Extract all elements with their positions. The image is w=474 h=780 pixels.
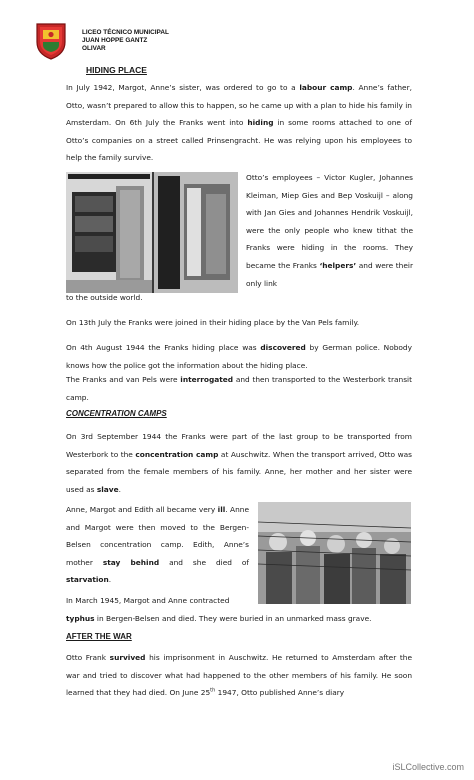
bold-term: ill	[217, 505, 226, 514]
section-heading-after-the-war: AFTER THE WAR	[66, 632, 132, 641]
bold-term: survived	[109, 653, 146, 662]
text-span: . Anne’s father, Otto, wasn’t prepared to allow this to happen, so he came up with a plan to hide his family in Amsterdam. On 6th July the Franks went into	[66, 83, 412, 128]
superscript: th	[210, 687, 216, 694]
text-span: In July 1942, Margot, Anne’s sister, was ordered to go to a	[66, 83, 300, 92]
text-span: On 3rd September 1944 the Franks were part of the last group to be transported from Westerbork to the	[66, 432, 412, 459]
text-span: to the outside world.	[66, 293, 143, 302]
text-span: and she died of	[159, 557, 249, 567]
paragraph-auschwitz	[66, 428, 412, 498]
text-span: Otto’s employees – Victor Kugler, Johannes Kleiman, Miep Gies and Bep Voskuijl – along with Jan Gies and Johannes Hendrik Voskuijl, were the only people who knew tithat the Franks were hiding in the rooms. They became the Franks	[246, 173, 413, 270]
bold-term: stay behind	[102, 557, 160, 567]
text-span: by German police. Nobody knows how the police got the information about the hiding place.	[66, 343, 412, 370]
paragraph-typhus	[66, 610, 412, 628]
text-span: .	[118, 484, 121, 494]
school-name	[82, 29, 169, 54]
paragraph-bergen-belsen	[66, 501, 249, 589]
bold-term: interrogated	[180, 375, 234, 384]
school-name-line: OLIVAR	[82, 45, 106, 53]
section-heading-concentration-camps: CONCENTRATION CAMPS	[66, 409, 167, 418]
paragraph-july-1942	[66, 79, 412, 167]
bold-term: starvation	[66, 575, 109, 585]
paragraph-helpers-continued	[66, 289, 412, 307]
paragraph-otto-survived	[66, 649, 412, 702]
text-span: in some rooms attached to one of Otto’s companies on a street called Prinsengracht. He was relying upon his employees to help the family survive.	[66, 118, 412, 163]
text-span: and then transported to the Westerbork transit camp.	[66, 375, 412, 402]
text-span: Anne, Margot and Edith all became very	[66, 505, 218, 514]
text-span: .	[108, 575, 112, 585]
paragraph-discovered	[66, 339, 412, 374]
bold-term: discovered	[260, 343, 306, 352]
page-heading: HIDING PLACE	[86, 65, 147, 75]
text-span: and were their only link	[246, 260, 413, 288]
text-span: at Auschwitz. When the transport arrived, Otto was separated from the female members of his family. Anne, her mother and her sister were used as	[66, 449, 412, 494]
text-span: Otto Frank	[66, 653, 110, 662]
school-name-line: JUAN HOPPE GANTZ	[82, 37, 148, 45]
text-span: . Anne and Margot were then moved to the Bergen-Belsen concentration camp. Edith, Anne’s mother	[66, 505, 250, 567]
bold-term: typhus	[66, 614, 95, 623]
camp-prisoners-photo	[258, 502, 411, 604]
school-name-line: LICEO TÉCNICO MUNICIPAL	[82, 29, 169, 36]
text-span: in Bergen-Belsen and died. They were buried in an unmarked mass grave.	[94, 614, 372, 623]
text-span: The Franks and van Pels were	[66, 375, 181, 384]
bold-term: hiding	[247, 118, 274, 128]
paragraph-interrogated	[66, 371, 412, 406]
text-span: his imprisonment in Auschwitz. He returned to Amsterdam after the war and tried to discover what had happened to the other members of his family. He soon learned that they had died. On June 25	[66, 653, 413, 698]
text-span: On 4th August 1944 the Franks hiding place was	[66, 343, 261, 352]
hiding-place-photo	[66, 172, 238, 293]
text-span: In March 1945, Margot and Anne contracted	[66, 596, 230, 605]
bold-term: concentration camp	[135, 449, 219, 459]
paragraph-helpers	[246, 169, 413, 292]
site-watermark: iSLCollective.com	[392, 762, 464, 772]
paragraph-van-pels: On 13th July the Franks were joined in their hiding place by the Van Pels family.	[66, 318, 360, 327]
bold-term: slave	[96, 484, 119, 494]
paragraph-typhus-line1	[66, 592, 249, 610]
bold-term: labour camp	[299, 83, 353, 92]
bold-term: ‘helpers’	[319, 260, 357, 270]
text-span: 1947, Otto published Anne’s diary	[215, 688, 345, 698]
school-crest-logo	[34, 20, 68, 60]
